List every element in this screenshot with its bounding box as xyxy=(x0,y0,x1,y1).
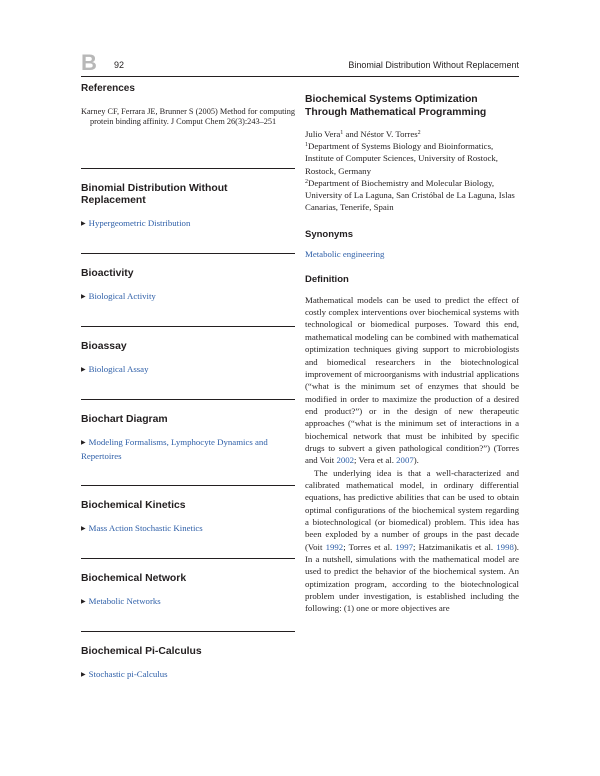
cross-reference-link[interactable]: ▶ Stochastic pi-Calculus xyxy=(81,668,168,679)
cross-reference-link[interactable]: ▶ Modeling Formalisms, Lymphocyte Dynamics and Repertoires xyxy=(81,436,268,461)
affiliation-2: $^2$Department of Biochemistry and Molecular Biology, University of La Laguna, San Cristóbal de La Laguna, Islas Canarias, Tenerife, Spain xyxy=(305,177,515,213)
affiliation-1: $^1$Department of Systems Biology and Bioinformatics, Institute of Computer Sciences, University of Rostock, Rostock, Germany xyxy=(305,141,499,176)
article-title: Biochemical Systems Optimization Through Mathematical Programming xyxy=(305,94,487,118)
cross-reference-link[interactable]: ▶ Hypergeometric Distribution xyxy=(81,217,191,228)
paragraph: The underlying idea is that a well-characterized and calibrated mathematical model, in ordinary differential equations, has predictive abilities that can be used to obtain optimal configurations of the biochemical system regarding a biotechnological (or biomedical) problem. This idea has been exploded by a number of groups in the past decade (Voit 1992; Torres et al. 1997; Hatzimanikatis et al. 1998). In a nutshell, simulations with the mathematical model are used to predict the behavior of the biochemical system. An optimization program, according to the biotechnological problem under investigation, is established including the following: (1) one or more objectives are xyxy=(305,467,519,614)
citation-link[interactable]: 1992 xyxy=(325,541,344,552)
triangle-right-icon: ▶ xyxy=(81,293,86,300)
page-header xyxy=(81,52,519,77)
cross-reference-link[interactable]: ▶ Metabolic Networks xyxy=(81,595,161,606)
citation-link[interactable]: 2002 xyxy=(336,455,355,466)
entry-title: Biochart Diagram xyxy=(81,413,168,425)
entry-title: Bioactivity xyxy=(81,267,134,279)
synonym-link[interactable]: Metabolic engineering xyxy=(305,248,385,259)
definition-heading: Definition xyxy=(305,273,349,285)
section-letter: B xyxy=(81,50,97,75)
paragraph: Mathematical models can be used to predict the effect of costly complex interventions over biochemical systems with technological or biomedical purposes. Toward this end, mathematical modeling can be combined with mathematical optimization techniques giving support to microbiologists and biomedical researchers in the biotechnological improvement of microorganisms with industrial applications (“what is the minimum set of enzymes that should be modified in order to maximize the production of a desired end product?”) or in the design of new therapeutic approaches (“what is the minimum set of interactions in a biochemical network that must be inhibited by specific drugs to subvert a given pathological condition?”) (Torres and Voit 2002; Vera et al. 2007). xyxy=(305,294,519,466)
synonyms-heading: Synonyms xyxy=(305,228,354,240)
triangle-right-icon: ▶ xyxy=(81,366,86,373)
right-column xyxy=(305,80,519,615)
cross-reference-link[interactable]: ▶ Biological Assay xyxy=(81,363,149,374)
entry-title: Biochemical Kinetics xyxy=(81,499,186,511)
entry-title: Binomial Distribution Without Replacement xyxy=(81,182,228,206)
citation-link[interactable]: 2007 xyxy=(396,455,414,466)
entry-biochemical-network xyxy=(81,558,295,609)
citation-link[interactable]: 1997 xyxy=(395,541,413,552)
triangle-right-icon: ▶ xyxy=(81,598,86,605)
triangle-right-icon: ▶ xyxy=(81,220,86,227)
entry-bioactivity xyxy=(81,253,295,304)
entry-bioassay xyxy=(81,326,295,377)
citation-link[interactable]: 1998 xyxy=(496,541,514,552)
page-number: 92 xyxy=(114,60,125,70)
triangle-right-icon: ▶ xyxy=(81,525,86,532)
triangle-right-icon: ▶ xyxy=(81,671,86,678)
reference-item: Karney CF, Ferrara JE, Brunner S (2005) Method for computing protein binding affinity. J Comput Chem 26(3):243–251 xyxy=(81,107,295,127)
left-column xyxy=(81,80,295,704)
entry-binomial-distribution xyxy=(81,168,295,231)
running-head: Binomial Distribution Without Replacement xyxy=(348,60,519,70)
entry-title: Biochemical Network xyxy=(81,572,187,584)
entry-title: Biochemical Pi-Calculus xyxy=(81,645,202,657)
triangle-right-icon: ▶ xyxy=(81,439,86,446)
references-heading: References xyxy=(81,83,135,94)
cross-reference-link[interactable]: ▶ Mass Action Stochastic Kinetics xyxy=(81,522,203,533)
entry-biochemical-pi-calculus xyxy=(81,631,295,682)
entry-biochart-diagram xyxy=(81,399,295,463)
authors: Julio Vera$^1$ and Néstor V. Torres$^2$ xyxy=(305,129,421,139)
entry-biochemical-kinetics xyxy=(81,485,295,536)
cross-reference-link[interactable]: ▶ Biological Activity xyxy=(81,290,156,301)
definition-body xyxy=(305,294,519,615)
entry-title: Bioassay xyxy=(81,340,127,352)
